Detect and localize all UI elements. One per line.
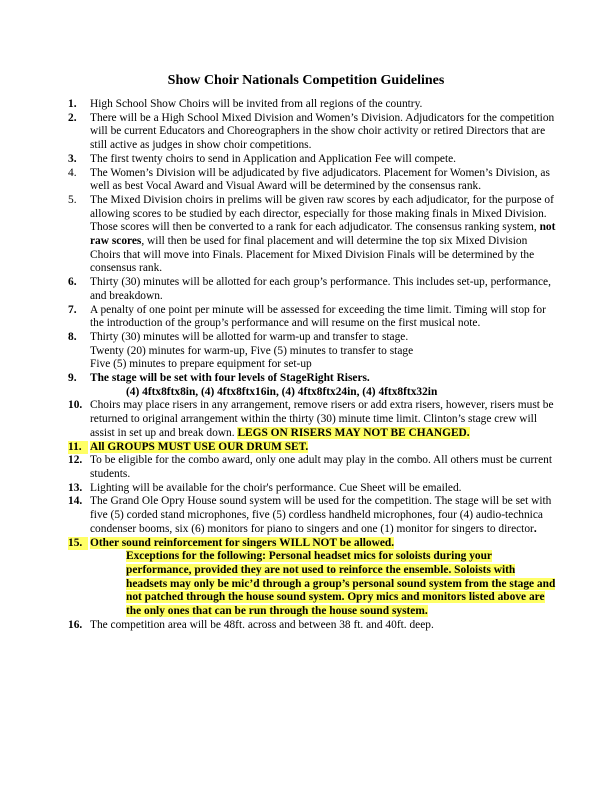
item-text: High School Show Choirs will be invited from all regions of the country. [90, 98, 423, 110]
item-text: Choirs may place risers in any arrangement, remove risers or add extra risers, however, risers must be returned to original arrangement within the thirty (30) minute time limit. Clinton’s stage crew will assist in set up and break down. [90, 399, 554, 439]
item-subline: Twenty (20) minutes for warm-up, Five (5) minutes to transfer to stage [90, 344, 414, 357]
item-text: The Women’s Division will be adjudicated by five adjudicators. Placement for Women’s Division, as well as best Vocal Award and Visual Award will be determined by the consensus rank. [90, 166, 550, 193]
list-item [68, 441, 558, 455]
item-number: 1. [68, 98, 77, 110]
item-number: 13. [68, 481, 83, 494]
item-text: Thirty (30) minutes will be allotted for warm-up and transfer to stage. [90, 330, 409, 343]
list-item [68, 112, 558, 153]
item-text-end: . [533, 522, 537, 535]
highlighted-text: Exceptions for the following: Personal headset mics for soloists during your performance, provided they are not used to reinforce the ensemble. Soloists with headsets may only be mic’d through a group’s personal sound system from the stage and not patched through the house sound system. Opry mics and monitors listed above are the only ones that can be run through the house sound system. [126, 550, 556, 618]
item-text: A penalty of one point per minute will be assessed for exceeding the time limit. Timing will stop for the introduction of the group’s performance and will resume on the first musical note. [90, 303, 546, 330]
item-number: 14. [68, 495, 83, 508]
guidelines-list [68, 98, 558, 632]
page-title: Show Choir Nationals Competition Guidelines [167, 73, 445, 88]
item-text: The first twenty choirs to send in Application and Application Fee will compete. [90, 152, 457, 165]
item-number: 16. [68, 618, 83, 631]
list-item [68, 276, 558, 303]
item-text-bold: not raw scores [90, 221, 556, 248]
item-text: Thirty (30) minutes will be allotted for each group’s performance. This includes set-up, performance, and breakdown. [90, 276, 551, 302]
item-number: 5. [68, 193, 77, 206]
riser-sizes: (4) 4ftx8ftx8in, (4) 4ftx8ftx16in, (4) 4ftx8ftx24in, (4) 4ftx8ftx32in [126, 385, 438, 398]
item-text: The Grand Ole Opry House sound system will be used for the competition. The stage will be set with five (5) corded stand microphones, five (5) cordless handheld microphones, four (4) audio-technica condenser booms, six (6) monitors for piano to singers and one (1) monitor for singers to director [90, 495, 552, 535]
item-text: There will be a High School Mixed Division and Women’s Division. Adjudicators for the competition will be current Educators and Choreographers in the show choir activity or retired Directors that are still active as judges in show choir competitions. [90, 111, 555, 152]
list-item [68, 167, 558, 194]
list-item [68, 454, 558, 481]
item-text: Lighting will be available for the choir's performance. Cue Sheet will be emailed. [90, 481, 462, 494]
list-item [68, 495, 558, 536]
list-item [68, 537, 558, 619]
item-number: 7. [68, 303, 77, 316]
item-number: 8. [68, 330, 77, 343]
list-item [68, 98, 558, 112]
item-number: 2. [68, 111, 77, 124]
list-item [68, 304, 558, 331]
item-number: 10. [68, 399, 83, 412]
item-number: 9. [68, 372, 77, 385]
item-number: 15. [68, 537, 88, 551]
list-item [68, 482, 558, 496]
highlighted-text: All GROUPS MUST USE OUR DRUM SET. [90, 440, 309, 453]
item-number: 6. [68, 276, 77, 289]
item-number: 4. [68, 166, 77, 179]
item-subline: Five (5) minutes to prepare equipment for set-up [90, 358, 312, 371]
exceptions-paragraph [90, 550, 558, 619]
list-item [68, 399, 558, 440]
item-text: The stage will be set with four levels of StageRight Risers. [90, 372, 370, 385]
list-item [68, 194, 558, 276]
item-number: 11. [68, 441, 88, 455]
item-number: 12. [68, 454, 83, 467]
highlighted-text: LEGS ON RISERS MAY NOT BE CHANGED. [237, 426, 470, 439]
item-text: To be eligible for the combo award, only one adult may play in the combo. All others must be current students. [90, 454, 552, 480]
list-item [68, 619, 558, 633]
item-text: , will then be used for final placement and will determine the top six Mixed Division Choirs that will move into Finals. Placement for Mixed Division Finals will be determined by the consensus rank. [90, 235, 535, 275]
item-text: The Mixed Division choirs in prelims will be given raw scores by each adjudicator, for the purpose of allowing scores to be studied by each director, especially for those making finals in Mixed Division. Those scores will then be converted to a rank for each adjudicator. The consensus ranking system, [90, 193, 554, 234]
highlighted-text: Other sound reinforcement for singers WILL NOT be allowed. [90, 536, 395, 549]
list-item [68, 372, 558, 399]
list-item [68, 331, 558, 372]
item-text: The competition area will be 48ft. across and between 38 ft. and 40ft. deep. [90, 618, 434, 631]
list-item [68, 153, 558, 167]
item-number: 3. [68, 152, 77, 165]
